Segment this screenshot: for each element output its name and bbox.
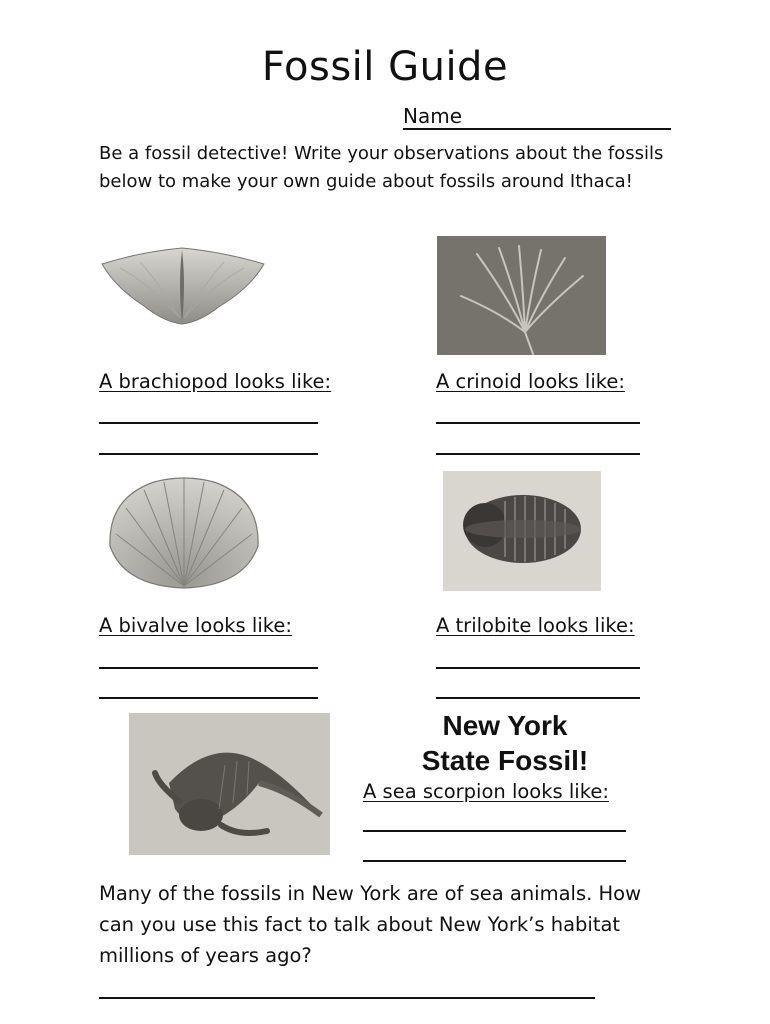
brachiopod-image [100, 244, 266, 328]
sea-scorpion-image [129, 713, 330, 855]
sea-scorpion-answer-line-2[interactable] [363, 860, 626, 862]
brachiopod-answer-line-2[interactable] [99, 453, 318, 455]
bivalve-prompt: A bivalve looks like: [99, 614, 292, 637]
habitat-question: Many of the fossils in New York are of sea animals. How can you use this fact to talk about New York’s habitat millions of years ago? [99, 882, 642, 967]
name-label: Name [403, 104, 463, 128]
crinoid-answer-line-1[interactable] [436, 422, 640, 424]
name-field[interactable] [403, 104, 671, 130]
state-fossil-banner [380, 708, 630, 778]
intro-text: Be a fossil detective! Write your observations about the fossils below to make your own guide about fossils around Ithaca! [99, 143, 664, 192]
trilobite-answer-line-2[interactable] [436, 697, 640, 699]
trilobite-image [443, 471, 601, 591]
brachiopod-prompt: A brachiopod looks like: [99, 370, 332, 393]
sea-scorpion-answer-line-1[interactable] [363, 830, 626, 832]
banner-line-1: New York [442, 710, 568, 741]
crinoid-prompt: A crinoid looks like: [436, 370, 625, 393]
trilobite-answer-line-1[interactable] [436, 667, 640, 669]
crinoid-image [437, 236, 606, 355]
page-title: Fossil Guide [261, 44, 509, 90]
bivalve-answer-line-1[interactable] [99, 667, 318, 669]
crinoid-answer-line-2[interactable] [436, 453, 640, 455]
bivalve-answer-line-2[interactable] [99, 697, 318, 699]
brachiopod-answer-line-1[interactable] [99, 422, 318, 424]
habitat-answer-line[interactable] [99, 997, 595, 999]
banner-line-2: State Fossil! [421, 745, 589, 776]
trilobite-prompt: A trilobite looks like: [436, 614, 635, 637]
bivalve-image [104, 474, 264, 592]
sea-scorpion-prompt: A sea scorpion looks like: [363, 780, 609, 803]
